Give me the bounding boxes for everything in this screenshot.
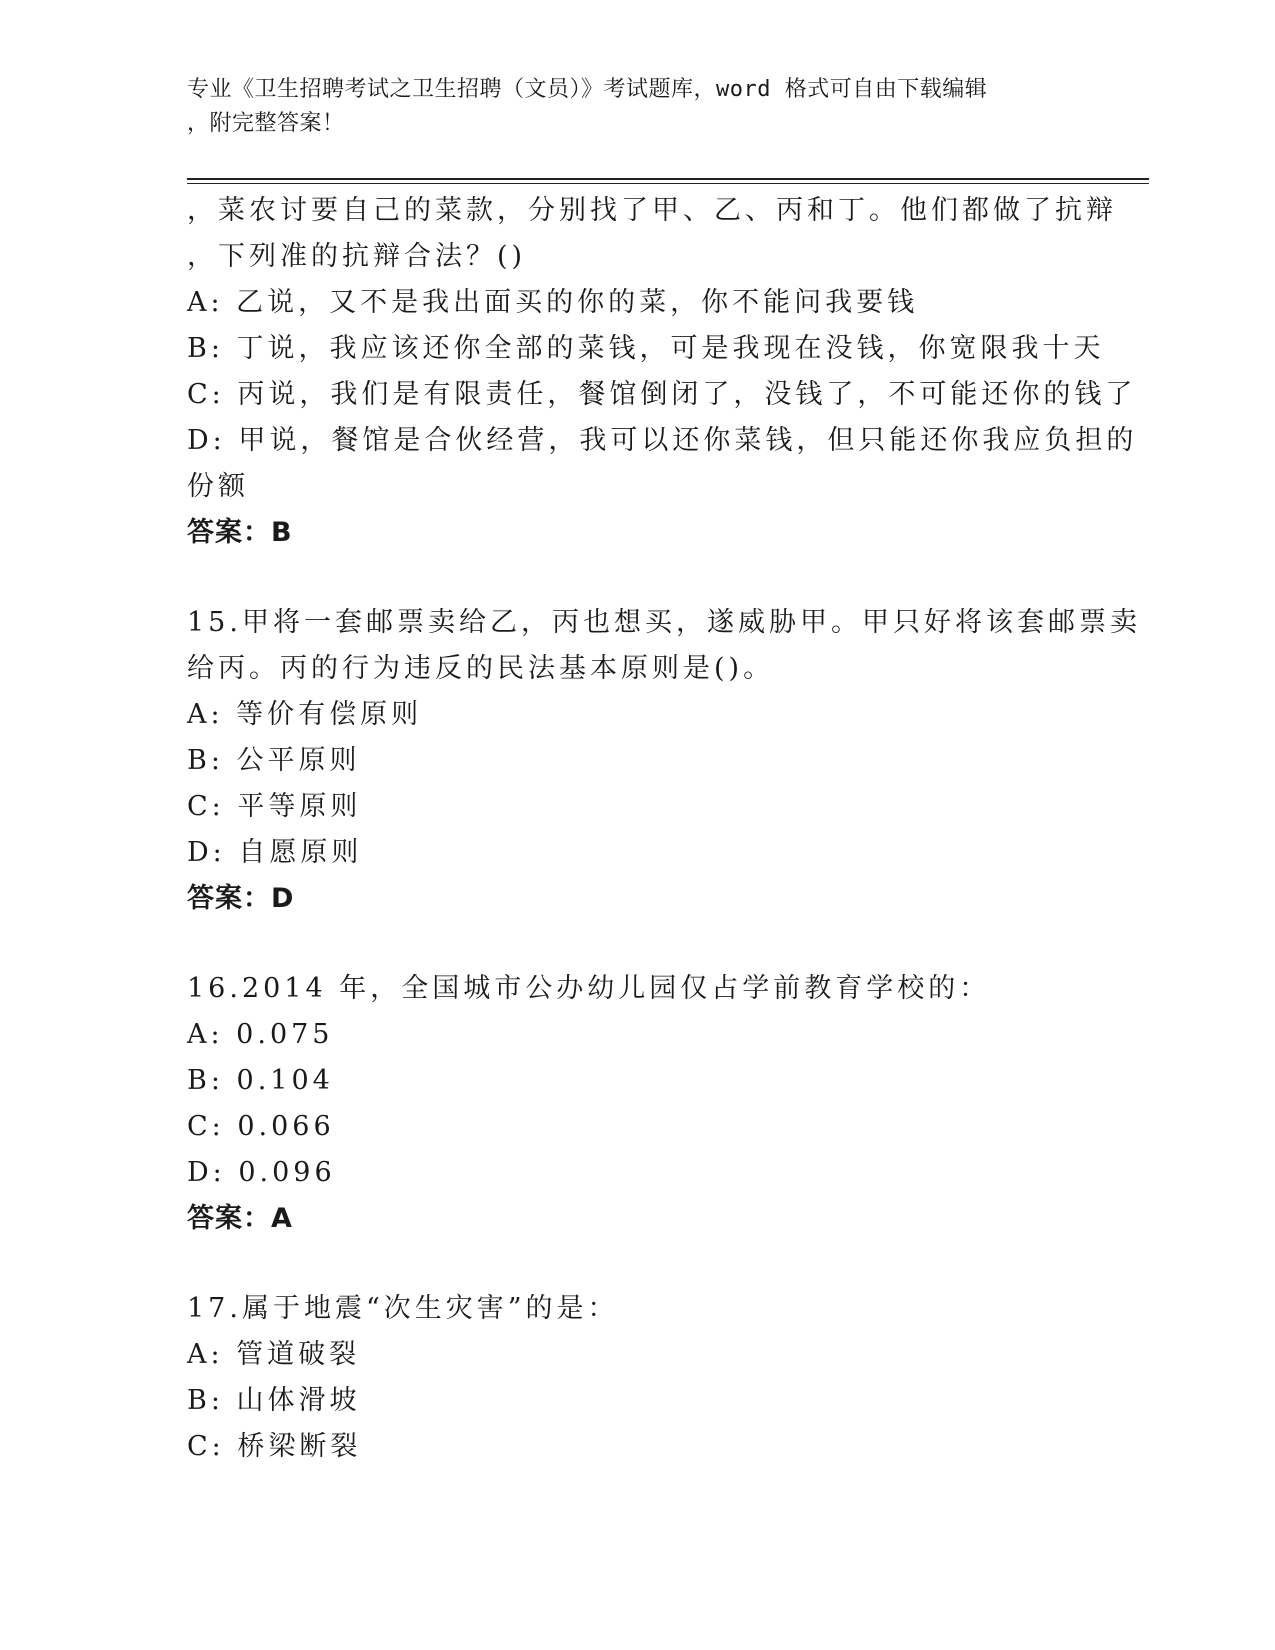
option-b: B: 公平原则 bbox=[187, 745, 361, 776]
option-c: C: 丙说，我们是有限责任，餐馆倒闭了，没钱了，不可能还你的钱了 bbox=[187, 379, 1137, 410]
option-a: A: 0.075 bbox=[187, 1019, 334, 1050]
question-stem-line: 给丙。丙的行为违反的民法基本原则是()。 bbox=[187, 653, 775, 684]
question-15 bbox=[187, 600, 1141, 922]
option-a: A: 乙说，又不是我出面买的你的菜，你不能问我要钱 bbox=[187, 287, 919, 318]
option-c: C: 0.066 bbox=[187, 1111, 335, 1142]
spacer bbox=[187, 556, 1087, 600]
document-body bbox=[187, 188, 1141, 1470]
option-c: C: 平等原则 bbox=[187, 791, 362, 822]
question-14 bbox=[187, 188, 1138, 556]
option-d: D: 0.096 bbox=[187, 1157, 336, 1188]
question-17 bbox=[187, 1286, 1087, 1470]
answer-label: 答案：D bbox=[187, 883, 295, 914]
option-c: C: 桥梁断裂 bbox=[187, 1431, 362, 1462]
header-line-2: ，附完整答案！ bbox=[187, 111, 345, 136]
spacer bbox=[187, 1242, 1087, 1286]
question-stem: 17.属于地震“次生灾害”的是： bbox=[187, 1293, 619, 1324]
option-d: D: 自愿原则 bbox=[187, 837, 363, 868]
option-d: D: 甲说，餐馆是合伙经营，我可以还你菜钱，但只能还你我应负担的 bbox=[187, 425, 1138, 456]
option-a: A: 管道破裂 bbox=[187, 1339, 361, 1370]
header-divider-thin bbox=[187, 183, 1149, 184]
spacer bbox=[187, 922, 1087, 966]
answer-label: 答案：A bbox=[187, 1203, 293, 1234]
question-16 bbox=[187, 966, 1087, 1242]
option-b: B: 山体滑坡 bbox=[187, 1385, 361, 1416]
option-b: B: 0.104 bbox=[187, 1065, 334, 1096]
option-d-continued: 份额 bbox=[187, 471, 249, 502]
question-stem-line: ，菜农讨要自己的菜款，分别找了甲、乙、丙和丁。他们都做了抗辩 bbox=[187, 195, 1117, 226]
question-stem: 16.2014 年，全国城市公办幼儿园仅占学前教育学校的： bbox=[187, 973, 991, 1004]
option-a: A: 等价有偿原则 bbox=[187, 699, 423, 730]
question-stem-line: ，下列准的抗辩合法？() bbox=[187, 241, 527, 272]
question-stem-line: 15.甲将一套邮票卖给乙，丙也想买，遂威胁甲。甲只好将该套邮票卖 bbox=[187, 607, 1141, 638]
header-divider-thick bbox=[187, 178, 1149, 180]
answer-label: 答案：B bbox=[187, 517, 293, 548]
option-b: B: 丁说，我应该还你全部的菜钱，可是我现在没钱，你宽限我十天 bbox=[187, 333, 1105, 364]
document-header bbox=[187, 73, 1087, 141]
header-line-1: 专业《卫生招聘考试之卫生招聘（文员）》考试题库，word 格式可自由下载编辑 bbox=[187, 77, 988, 102]
